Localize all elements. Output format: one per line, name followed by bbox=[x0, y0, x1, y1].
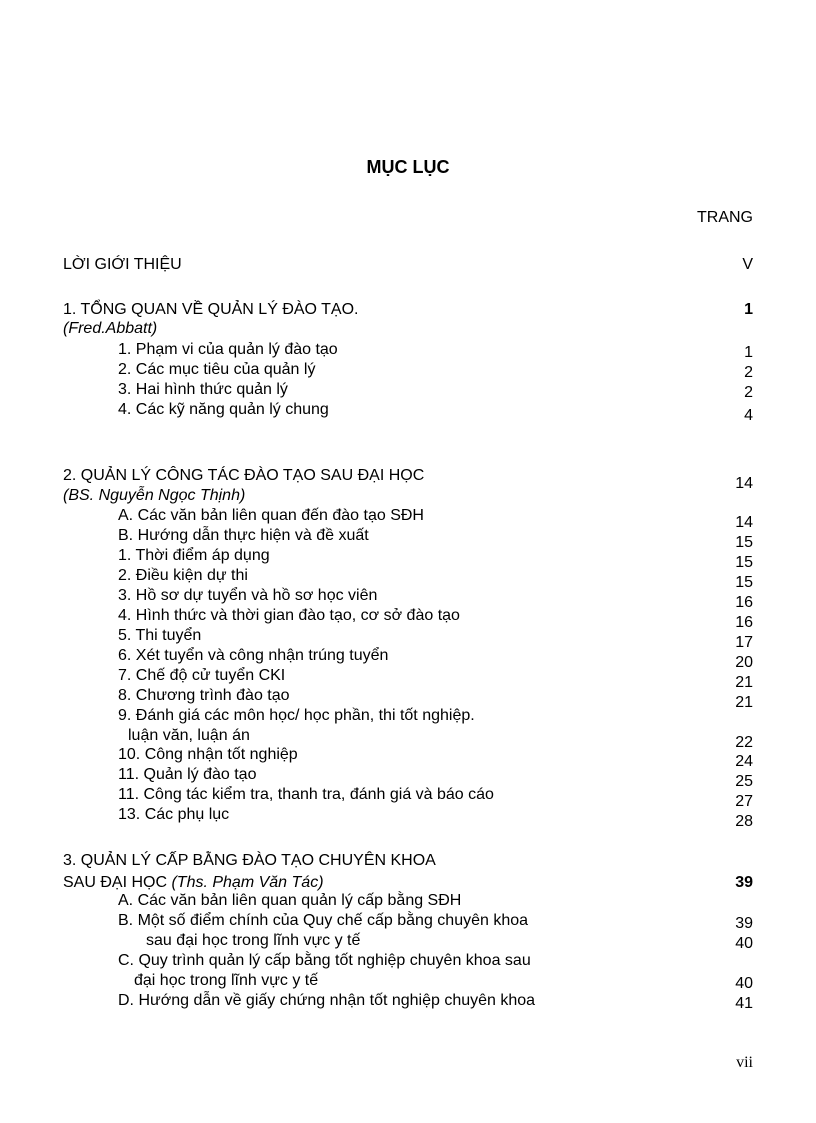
toc-item-label: 7. Chế độ cử tuyển CKI bbox=[118, 667, 286, 684]
chapter2-author: (BS. Nguyễn Ngọc Thịnh) bbox=[63, 487, 246, 504]
chapter3-page: 39 bbox=[735, 874, 753, 891]
toc-item-label: 8. Chương trình đào tạo bbox=[118, 687, 290, 704]
chapter1-heading: 1. TỔNG QUAN VỀ QUẢN LÝ ĐÀO TẠO. bbox=[63, 301, 359, 318]
chapter1-author: (Fred.Abbatt) bbox=[63, 320, 158, 337]
toc-item-page: 24 bbox=[735, 753, 753, 770]
toc-item-label: 6. Xét tuyển và công nhận trúng tuyển bbox=[118, 647, 389, 664]
toc-item-label: 3. Hai hình thức quản lý bbox=[118, 381, 288, 398]
toc-item-label: 1. Thời điểm áp dụng bbox=[118, 547, 270, 564]
toc-item-page: 39 bbox=[735, 915, 753, 932]
chapter3-heading-text: SAU ĐẠI HỌC bbox=[63, 874, 168, 891]
toc-item-label: 9. Đánh giá các môn học/ học phần, thi tốt nghiệp. bbox=[118, 707, 475, 724]
toc-item-page: 16 bbox=[735, 614, 753, 631]
toc-item-page: 22 bbox=[735, 734, 753, 751]
toc-item-label-continued: luận văn, luận án bbox=[128, 727, 250, 744]
toc-item-page: 17 bbox=[735, 634, 753, 651]
chapter2-page: 14 bbox=[735, 475, 753, 492]
toc-item-label: 4. Các kỹ năng quản lý chung bbox=[118, 401, 329, 418]
toc-item-label: 11. Quản lý đào tạo bbox=[118, 766, 257, 783]
toc-item-label: A. Các văn bản liên quan quản lý cấp bằng SĐH bbox=[118, 892, 462, 909]
toc-item-label: 2. Các mục tiêu của quản lý bbox=[118, 361, 316, 378]
toc-item-label: 4. Hình thức và thời gian đào tạo, cơ sở đào tạo bbox=[118, 607, 460, 624]
toc-item-label: B. Hướng dẫn thực hiện và đề xuất bbox=[118, 527, 369, 544]
toc-item-label: 1. Phạm vi của quản lý đào tạo bbox=[118, 341, 338, 358]
chapter3-author: (Ths. Phạm Văn Tác) bbox=[171, 874, 324, 891]
toc-item-page: 20 bbox=[735, 654, 753, 671]
toc-item-page: 41 bbox=[735, 995, 753, 1012]
toc-item-page: 14 bbox=[735, 514, 753, 531]
chapter3-heading: 3. QUẢN LÝ CẤP BẰNG ĐÀO TẠO CHUYÊN KHOA bbox=[63, 852, 436, 869]
toc-item-page: 2 bbox=[744, 364, 753, 381]
page-title: MỤC LỤC bbox=[366, 157, 450, 177]
chapter3-heading-line2 bbox=[63, 874, 324, 892]
chapter1-page: 1 bbox=[744, 301, 753, 318]
toc-item-label: B. Một số điểm chính của Quy chế cấp bằng chuyên khoa bbox=[118, 912, 529, 929]
toc-item-label-continued: sau đại học trong lĩnh vực y tế bbox=[146, 932, 361, 949]
toc-page-intro: V bbox=[742, 256, 753, 273]
toc-item-page: 25 bbox=[735, 773, 753, 790]
page-number: vii bbox=[736, 1054, 753, 1071]
toc-item-page: 28 bbox=[735, 813, 753, 830]
toc-item-page: 21 bbox=[735, 674, 753, 691]
toc-item-label: 2. Điều kiện dự thi bbox=[118, 567, 248, 584]
toc-item-page: 15 bbox=[735, 534, 753, 551]
toc-item-label: 13. Các phụ lục bbox=[118, 806, 230, 823]
toc-item-page: 21 bbox=[735, 694, 753, 711]
toc-item-page: 15 bbox=[735, 554, 753, 571]
toc-item-page: 40 bbox=[735, 975, 753, 992]
toc-item-page: 27 bbox=[735, 793, 753, 810]
toc-item-label: D. Hướng dẫn về giấy chứng nhận tốt nghiệp chuyên khoa bbox=[118, 992, 536, 1009]
toc-item-label: 11. Công tác kiểm tra, thanh tra, đánh giá và báo cáo bbox=[118, 786, 494, 803]
toc-item-page: 4 bbox=[744, 407, 753, 424]
chapter2-heading: 2. QUẢN LÝ CÔNG TÁC ĐÀO TẠO SAU ĐẠI HỌC bbox=[63, 467, 425, 484]
toc-item-page: 15 bbox=[735, 574, 753, 591]
toc-item-label: C. Quy trình quản lý cấp bằng tốt nghiệp chuyên khoa sau bbox=[118, 952, 531, 969]
page-column-header: TRANG bbox=[697, 209, 753, 226]
toc-item-page: 16 bbox=[735, 594, 753, 611]
toc-item-page: 2 bbox=[744, 384, 753, 401]
toc-entry-intro: LỜI GIỚI THIỆU bbox=[63, 256, 182, 273]
toc-item-label: 5. Thi tuyển bbox=[118, 627, 202, 644]
toc-item-label: 10. Công nhận tốt nghiệp bbox=[118, 746, 298, 763]
toc-item-page: 1 bbox=[744, 344, 753, 361]
toc-item-page: 40 bbox=[735, 935, 753, 952]
toc-item-label: 3. Hồ sơ dự tuyển và hồ sơ học viên bbox=[118, 587, 378, 604]
toc-item-label: A. Các văn bản liên quan đến đào tạo SĐH bbox=[118, 507, 424, 524]
toc-item-label-continued: đại học trong lĩnh vực y tế bbox=[134, 972, 319, 989]
